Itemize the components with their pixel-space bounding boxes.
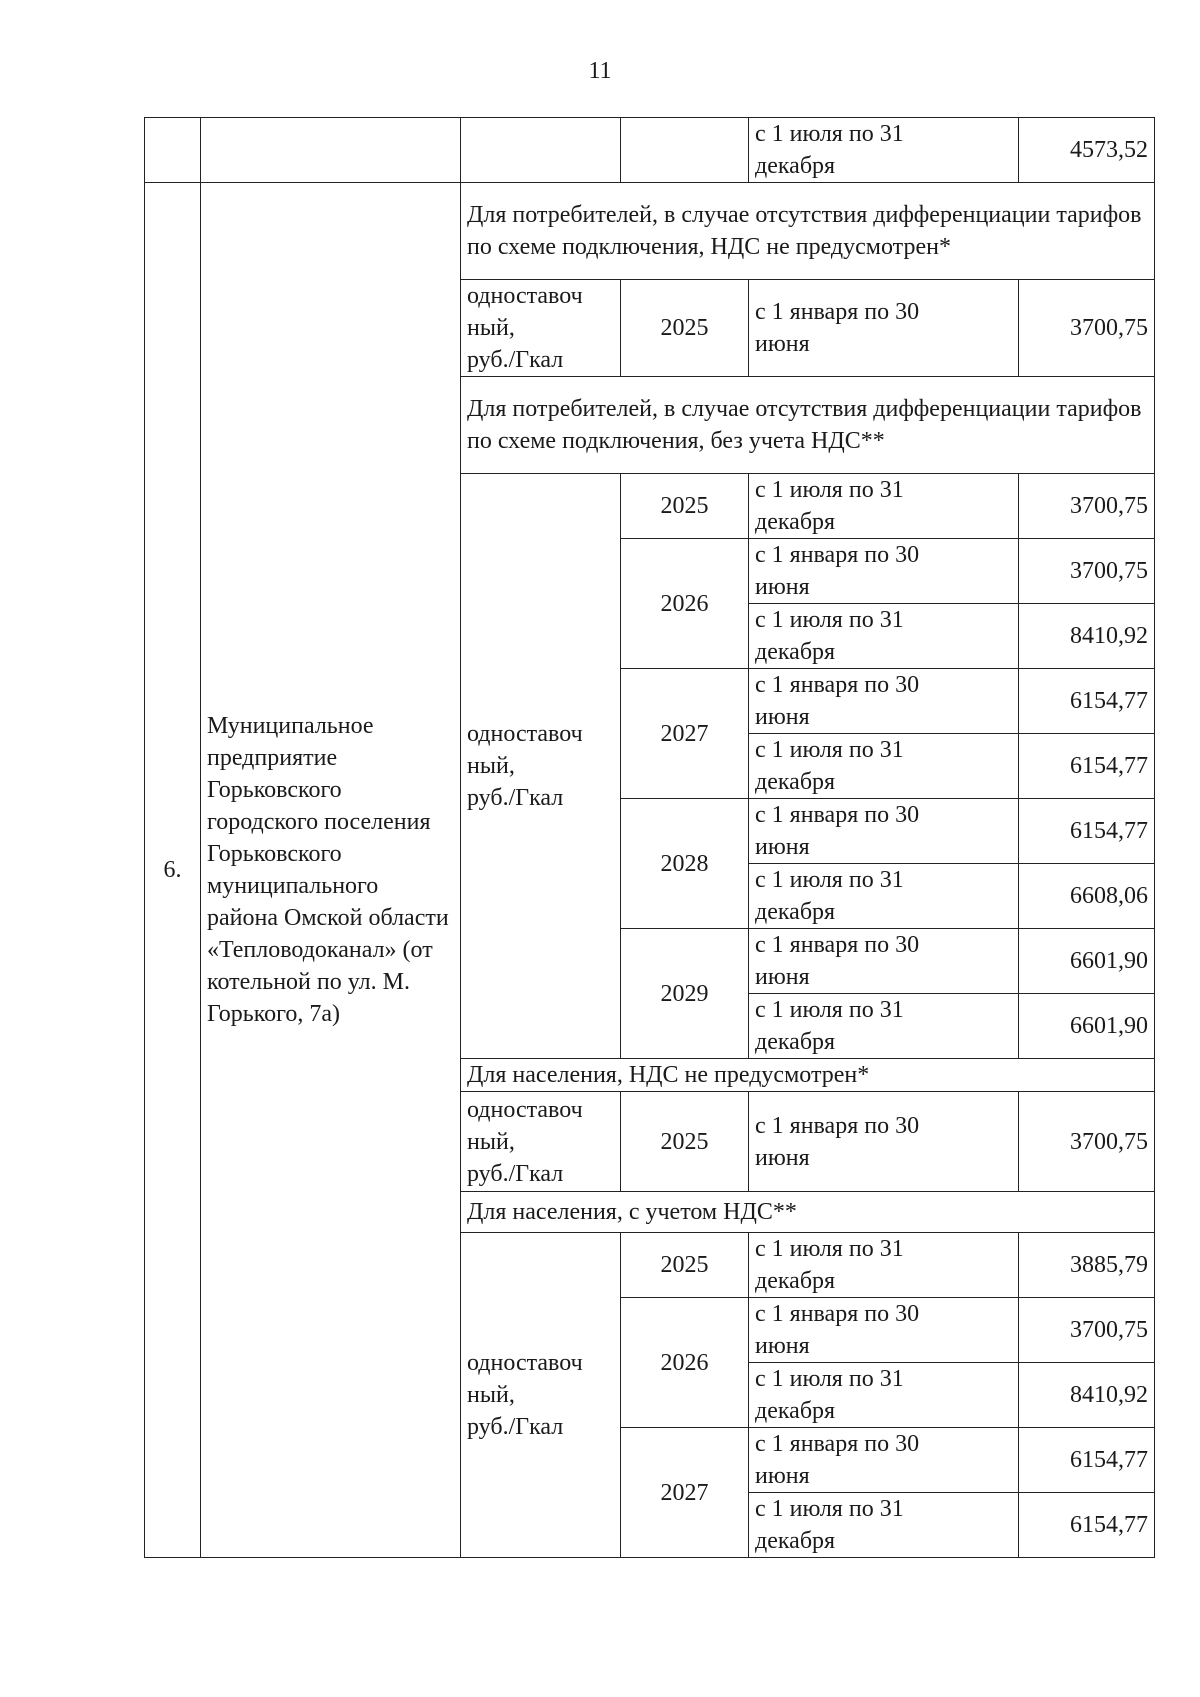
period [749,474,1019,539]
table-row [145,118,1155,183]
tariff-value: 3700,75 [1019,1298,1155,1363]
period-line: с 1 января по 30 [755,299,920,325]
period-line: с 1 июля по 31 [755,1496,904,1522]
period-line: с 1 июля по 31 [755,1366,904,1392]
section-header-row [145,183,1155,280]
period [749,604,1019,669]
period-line: декабря [755,1029,836,1055]
year: 2027 [621,1428,749,1558]
period-line: с 1 июля по 31 [755,997,904,1023]
period [749,734,1019,799]
number-cell [145,118,201,183]
section-title: Для населения, с учетом НДС** [461,1192,1155,1233]
period [749,1428,1019,1493]
tariff-type-line: ный, [467,753,515,779]
period-line: декабря [755,509,836,535]
year: 2025 [621,474,749,539]
period [749,539,1019,604]
period-line: декабря [755,769,836,795]
tariff-value: 8410,92 [1019,1363,1155,1428]
tariff-type-line: руб./Гкал [467,785,564,811]
tariff-type-line: одноставоч [467,1096,583,1123]
page-number: 11 [588,58,612,84]
tariff-type-line: ный, [467,315,515,341]
period [749,799,1019,864]
period-line: июня [755,834,810,860]
section-title: Для потребителей, в случае отсутствия дифференциации тарифов по схеме подключения, НДС не предусмотрен* [461,183,1155,280]
year: 2026 [621,539,749,669]
tariff-type-line: ный, [467,1128,515,1155]
period-line: с 1 июля по 31 [755,737,904,763]
tariff-value: 8410,92 [1019,604,1155,669]
section-title: Для населения, НДС не предусмотрен* [461,1059,1155,1092]
period-line: с 1 января по 30 [755,932,920,958]
period-line: декабря [755,639,836,665]
period [749,280,1019,377]
period-line: июня [755,964,810,990]
period [749,1363,1019,1428]
period-line: декабря [755,1268,836,1294]
period [749,1493,1019,1558]
tariff-value: 6154,77 [1019,669,1155,734]
tariff-type-line: одноставоч [467,1350,583,1376]
period [749,994,1019,1059]
period-cell [749,118,1019,183]
year: 2025 [621,1233,749,1298]
year: 2028 [621,799,749,929]
tariff-value: 4573,52 [1019,118,1155,183]
tariff-value: 6601,90 [1019,929,1155,994]
tariff-value: 3885,79 [1019,1233,1155,1298]
period-line: с 1 января по 30 [755,1112,920,1139]
period [749,929,1019,994]
tariff-type-line: одноставоч [467,721,583,747]
tariff-value: 3700,75 [1019,1092,1155,1192]
tariff-type-cell [461,118,621,183]
year: 2027 [621,669,749,799]
tariff-value: 6154,77 [1019,799,1155,864]
tariff-value: 3700,75 [1019,280,1155,377]
tariff-value: 3700,75 [1019,539,1155,604]
tariff-value: 6154,77 [1019,1428,1155,1493]
tariff-value: 6154,77 [1019,734,1155,799]
period-line: с 1 июля по 31 [755,867,904,893]
organization-cell [201,118,461,183]
period-line: с 1 июля по 31 [755,477,904,503]
year: 2026 [621,1298,749,1428]
period [749,1092,1019,1192]
period [749,1298,1019,1363]
period-line: с 1 июля по 31 [755,607,904,633]
period-line: декабря [755,1528,836,1554]
period-line: декабря [755,153,836,179]
tariff-type-line: руб./Гкал [467,347,564,373]
period [749,864,1019,929]
year: 2029 [621,929,749,1059]
year: 2025 [621,280,749,377]
tariff-type [461,280,621,377]
year-cell [621,118,749,183]
period-line: с 1 января по 30 [755,802,920,828]
entry-number: 6. [145,183,201,1558]
period-line: декабря [755,1398,836,1424]
period-line: июня [755,331,810,357]
tariff-type-line: одноставоч [467,283,583,309]
tariff-type [461,1092,621,1192]
period-line: с 1 января по 30 [755,1431,920,1457]
tariff-type-line: ный, [467,1382,515,1408]
tariff-table [144,117,1155,1558]
period-line: июня [755,1144,810,1171]
organization-name: Муниципальное предприятие Горьковского городского поселения Горьковского муниципального района Омской области «Тепловодоканал» (от котельной по ул. М. Горького, 7а) [201,183,461,1558]
tariff-type-line: руб./Гкал [467,1160,564,1187]
period [749,1233,1019,1298]
tariff-value: 6608,06 [1019,864,1155,929]
period-line: июня [755,574,810,600]
period-line: июня [755,1333,810,1359]
tariff-value: 6154,77 [1019,1493,1155,1558]
period-line: июня [755,1463,810,1489]
tariff-type-line: руб./Гкал [467,1414,564,1440]
year: 2025 [621,1092,749,1192]
period [749,669,1019,734]
tariff-type [461,1233,621,1558]
period-line: с 1 января по 30 [755,672,920,698]
period-line: июня [755,704,810,730]
tariff-value: 3700,75 [1019,474,1155,539]
period-line: с 1 июля по 31 [755,121,904,147]
tariff-type [461,474,621,1059]
period-line: с 1 января по 30 [755,1301,920,1327]
tariff-value: 6601,90 [1019,994,1155,1059]
period-line: декабря [755,899,836,925]
period-line: с 1 июля по 31 [755,1236,904,1262]
section-title: Для потребителей, в случае отсутствия дифференциации тарифов по схеме подключения, без учета НДС** [461,377,1155,474]
period-line: с 1 января по 30 [755,542,920,568]
